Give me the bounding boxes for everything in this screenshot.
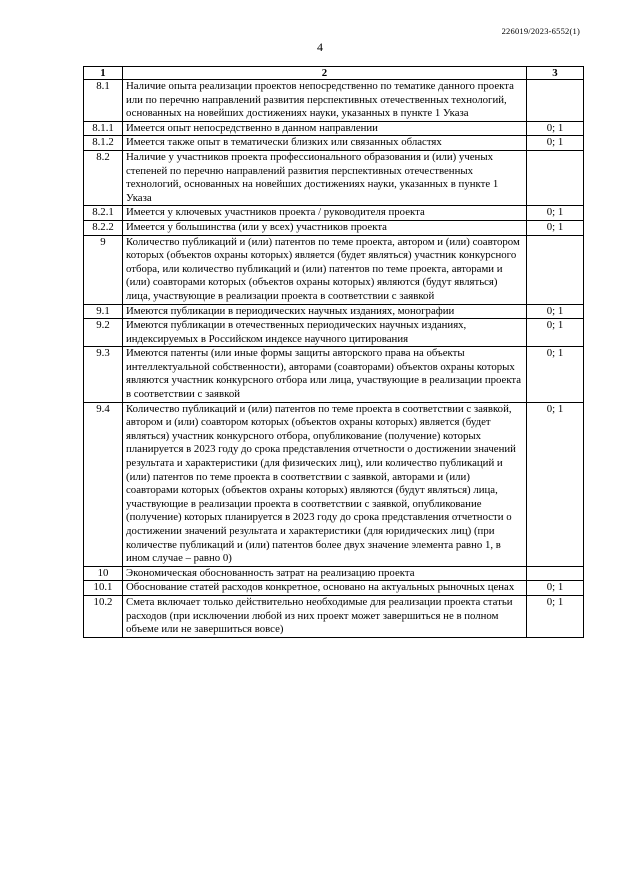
row-criterion-text: Имеется опыт непосредственно в данном направлении (123, 121, 527, 136)
table-row (84, 402, 584, 566)
row-value (527, 150, 584, 205)
row-criterion-text: Смета включает только действительно необходимые для реализации проекта статьи расходов (при исключении любой из них проект может завершиться не в полном объеме или не завершиться вовсе) (123, 595, 527, 637)
row-number: 8.2 (84, 150, 123, 205)
row-value (527, 566, 584, 581)
table-row (84, 566, 584, 581)
row-value: 0; 1 (527, 304, 584, 319)
row-criterion-text: Имеются публикации в периодических научных изданиях, монографии (123, 304, 527, 319)
row-number: 9.4 (84, 402, 123, 566)
row-value: 0; 1 (527, 319, 584, 347)
table-row (84, 581, 584, 596)
row-value (527, 80, 584, 122)
row-value: 0; 1 (527, 121, 584, 136)
row-criterion-text: Количество публикаций и (или) патентов по теме проекта, автором и (или) соавтором которых (объектов охраны которых) является (будет являться) участник конкурсного отбора, или количество публикаций и (или) патентов по теме проекта, авторами и (или) соавторами которых (объектов охраны которых) являются (будут являться) лица, участвующие в реализации проекта в соответствии с заявкой (123, 235, 527, 304)
table-row (84, 136, 584, 151)
row-criterion-text: Имеются патенты (или иные формы защиты авторского права на объекты интеллектуальной собственности), авторами (соавторами) объектов охраны которых являются участник конкурсного отбора или лица, участвующие в реализации проекта в соответствии с заявкой (123, 347, 527, 402)
row-criterion-text: Обоснование статей расходов конкретное, основано на актуальных рыночных ценах (123, 581, 527, 596)
row-criterion-text: Экономическая обоснованность затрат на реализацию проекта (123, 566, 527, 581)
row-number: 8.1 (84, 80, 123, 122)
table-row (84, 121, 584, 136)
table-row (84, 220, 584, 235)
table-row (84, 235, 584, 304)
row-criterion-text: Имеется у ключевых участников проекта / руководителя проекта (123, 206, 527, 221)
row-number: 9 (84, 235, 123, 304)
column-header-number: 1 (84, 67, 123, 80)
row-value (527, 235, 584, 304)
row-number: 8.1.1 (84, 121, 123, 136)
row-number: 9.3 (84, 347, 123, 402)
row-value: 0; 1 (527, 136, 584, 151)
row-value: 0; 1 (527, 581, 584, 596)
row-criterion-text: Имеется у большинства (или у всех) участников проекта (123, 220, 527, 235)
row-number: 10.2 (84, 595, 123, 637)
row-criterion-text: Наличие у участников проекта профессионального образования и (или) ученых степеней по перечню направлений развития перспективных отечественных технологий, основанных на новейших достижениях науки, указанных в пункте 1 Указа (123, 150, 527, 205)
row-value: 0; 1 (527, 595, 584, 637)
table-row (84, 347, 584, 402)
row-number: 9.2 (84, 319, 123, 347)
table-row (84, 80, 584, 122)
row-value: 0; 1 (527, 220, 584, 235)
column-header-value: 3 (527, 67, 584, 80)
column-header-criterion: 2 (123, 67, 527, 80)
table-header-row (84, 67, 584, 80)
row-number: 8.2.2 (84, 220, 123, 235)
row-criterion-text: Имеются публикации в отечественных периодических научных изданиях, индексируемых в Российском индексе научного цитирования (123, 319, 527, 347)
row-value: 0; 1 (527, 347, 584, 402)
table-row (84, 595, 584, 637)
table-row (84, 304, 584, 319)
row-value: 0; 1 (527, 402, 584, 566)
row-number: 9.1 (84, 304, 123, 319)
row-number: 8.1.2 (84, 136, 123, 151)
row-criterion-text: Имеется также опыт в тематически близких или связанных областях (123, 136, 527, 151)
page-number: 4 (317, 40, 323, 54)
row-criterion-text: Наличие опыта реализации проектов непосредственно по тематике данного проекта или по перечню направлений развития перспективных отечественных технологий, основанных на новейших достижениях науки, указанных в пункте 1 Указа (123, 80, 527, 122)
row-number: 8.2.1 (84, 206, 123, 221)
document-id: 226019/2023-6552(1) (501, 26, 580, 36)
table-row (84, 206, 584, 221)
table-row (84, 150, 584, 205)
row-criterion-text: Количество публикаций и (или) патентов по теме проекта в соответствии с заявкой, автором и (или) соавтором которых (объектов охраны которых) является (будет являться) участник конкурсного отбора, опубликование (получение) которых планируется в 2023 году до срока представления отчетности о достижении значений результата и характеристики (для физических лиц), или количество публикаций и (или) патентов по теме проекта в соответствии с заявкой, авторами и (или) соавторами которых (объектов охраны которых) являются (будут являться) лица, участвующие в реализации проекта в соответствии с заявкой, опубликование (получение) которых планируется в 2023 году до срока представления отчетности о достижении значений результата и характеристики (для юридических лиц) (при количестве публикаций и (или) патентов более двух значение элемента равно 1, в ином случае – равно 0) (123, 402, 527, 566)
criteria-table (83, 66, 584, 638)
row-number: 10 (84, 566, 123, 581)
table-row (84, 319, 584, 347)
row-number: 10.1 (84, 581, 123, 596)
row-value: 0; 1 (527, 206, 584, 221)
